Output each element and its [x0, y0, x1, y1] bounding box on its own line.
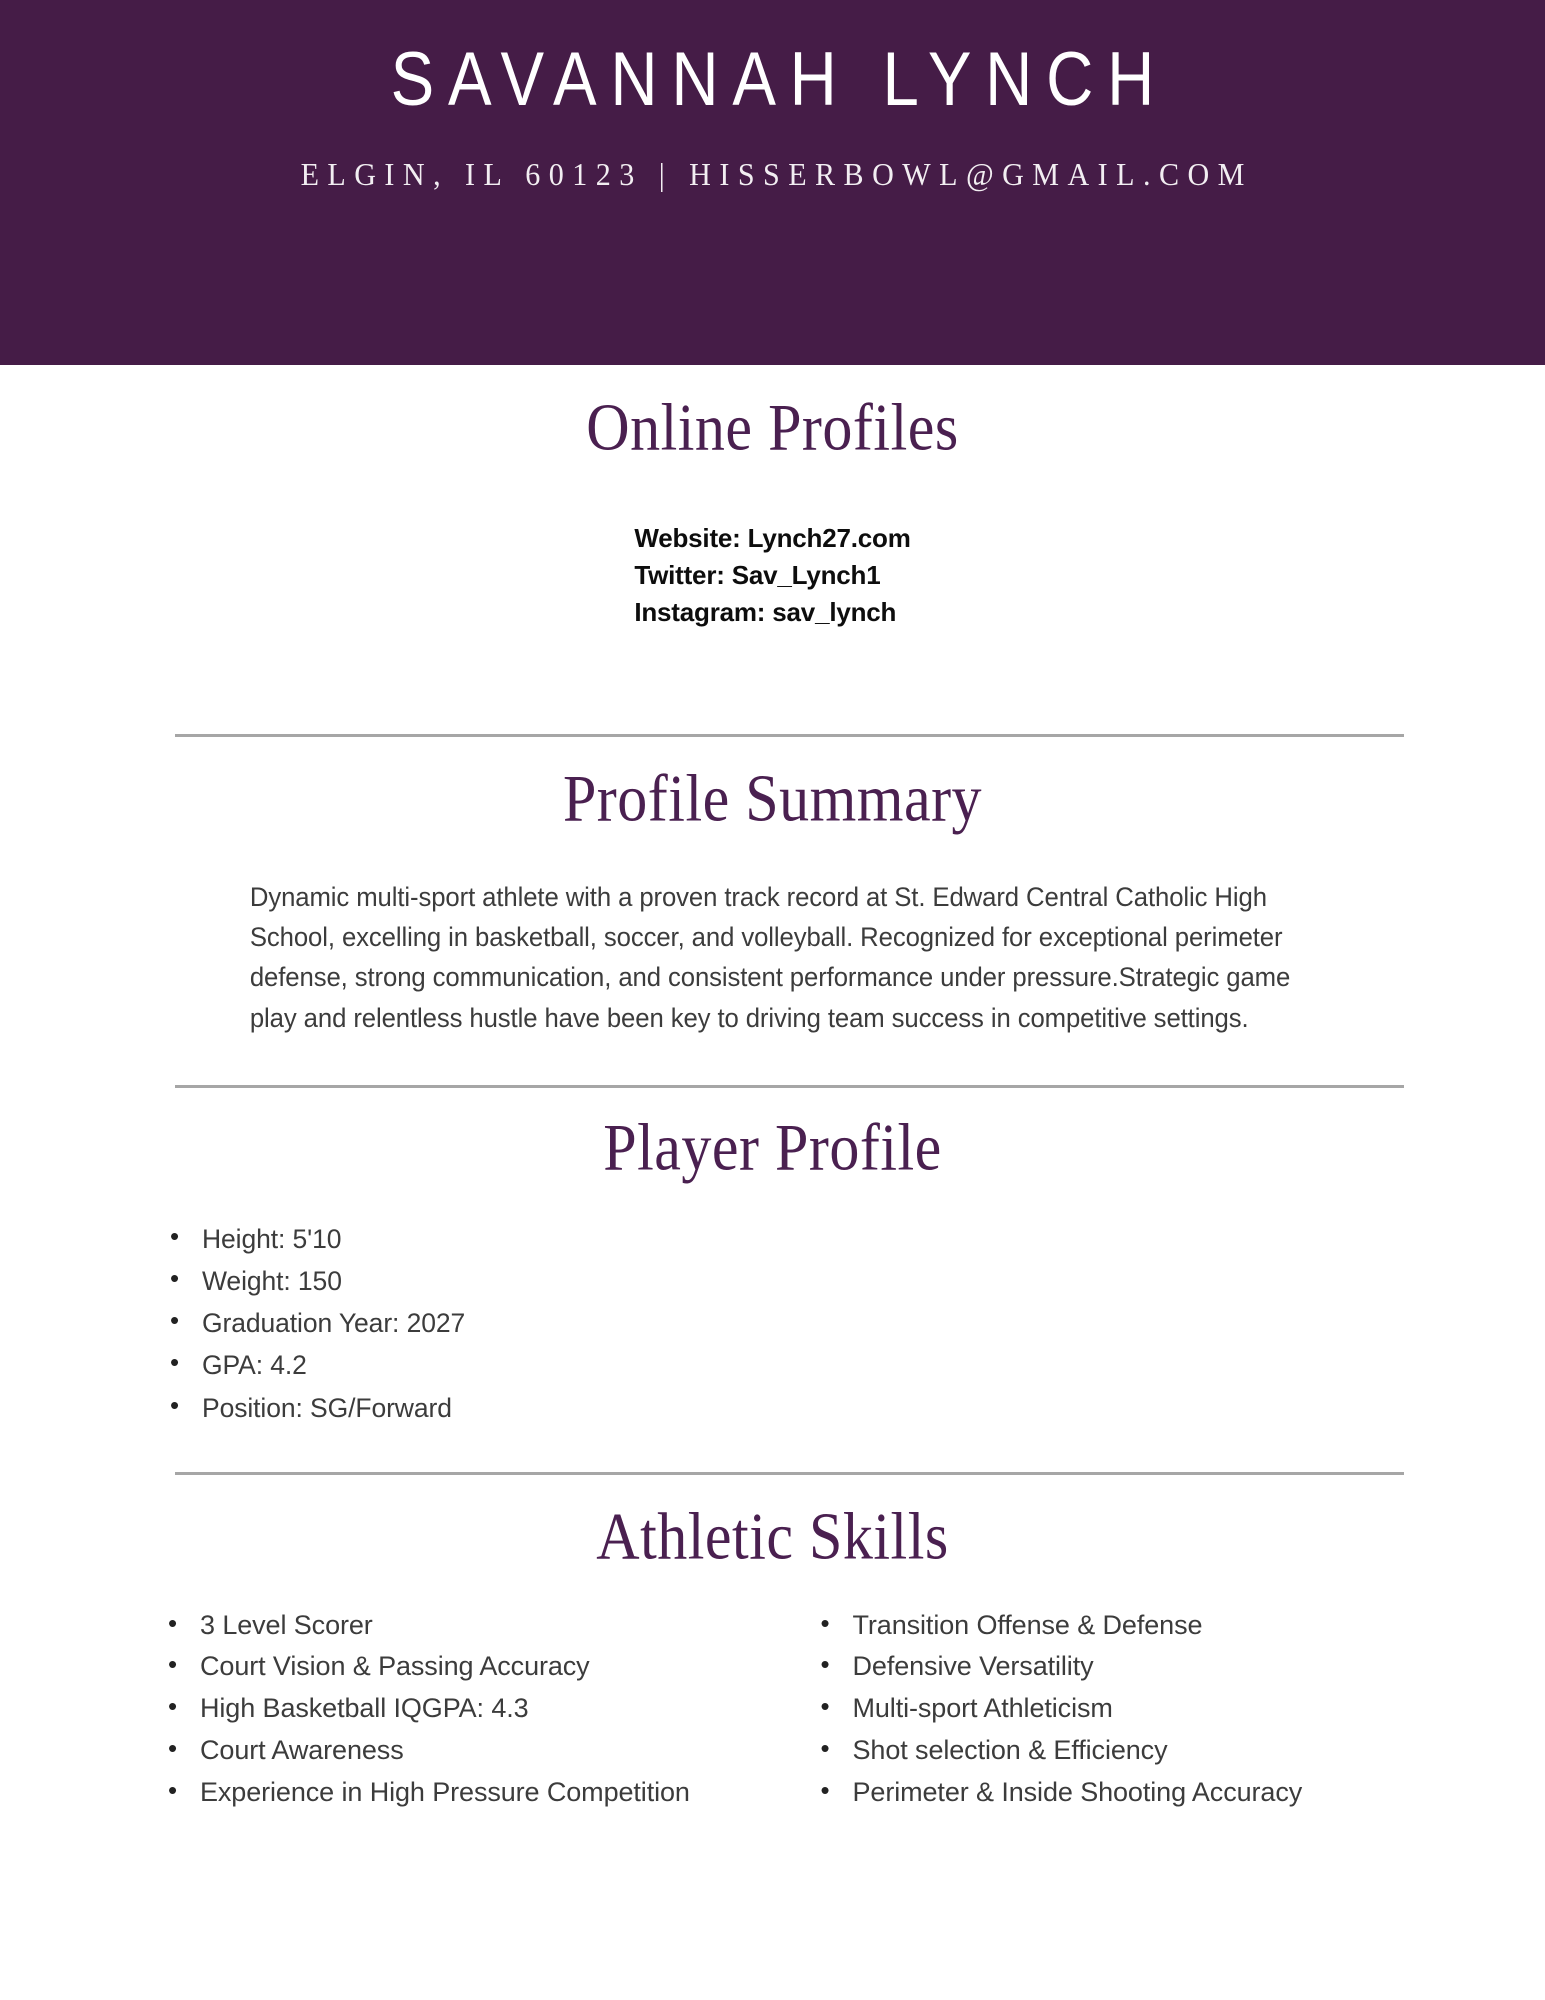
page-title: SAVANNAH LYNCH	[390, 37, 1169, 122]
athletic-skills-left-column	[0, 1611, 773, 1819]
list-item: Instagram: sav_lynch	[634, 596, 897, 627]
list-item: • Graduation Year: 2027	[0, 1308, 1545, 1350]
list-item: Website: Lynch27.com	[634, 523, 911, 553]
list-item: • Court Awareness	[0, 1736, 773, 1778]
section-athletic-skills	[0, 1475, 1545, 1819]
section-heading-athletic-skills: Athletic Skills	[596, 1498, 949, 1573]
section-online-profiles	[0, 365, 1545, 631]
online-profiles-list	[0, 520, 1545, 631]
list-item: • Weight: 150	[0, 1266, 1545, 1308]
list-item: • 3 Level Scorer	[0, 1611, 773, 1653]
list-item: • Perimeter & Inside Shooting Accuracy	[773, 1778, 1545, 1820]
list-item: • GPA: 4.2	[0, 1350, 1545, 1392]
list-item: • Multi-sport Athleticism	[773, 1694, 1545, 1736]
resume-body	[0, 365, 1545, 1819]
section-player-profile	[0, 1088, 1545, 1435]
list-item: • Defensive Versatility	[773, 1652, 1545, 1694]
player-profile-list	[0, 1224, 1545, 1435]
list-item: • High Basketball IQGPA: 4.3	[0, 1694, 773, 1736]
profile-summary-text: Dynamic multi-sport athlete with a proven track record at St. Edward Central Catholic High School, excelling in basketball, soccer, and volleyball. Recognized for exceptional perimeter defense, strong communication, and consistent performance under pressure.Strategic game play and relentless hustle have been key to driving team success in competitive settings.	[249, 881, 1290, 1033]
section-heading-online-profiles: Online Profiles	[586, 389, 959, 464]
section-heading-profile-summary: Profile Summary	[562, 760, 983, 835]
list-item: • Height: 5'10	[0, 1224, 1545, 1266]
list-item: Twitter: Sav_Lynch1	[634, 559, 881, 590]
resume-header-banner	[0, 0, 1545, 365]
list-item: • Experience in High Pressure Competition	[0, 1778, 773, 1820]
contact-info-line: ELGIN, IL 60123 | HISSERBOWL@GMAIL.COM	[300, 156, 1253, 192]
section-heading-player-profile: Player Profile	[603, 1109, 942, 1184]
athletic-skills-columns	[0, 1611, 1545, 1819]
section-profile-summary	[0, 737, 1545, 1038]
athletic-skills-right-column	[773, 1611, 1545, 1819]
list-item: • Position: SG/Forward	[0, 1393, 1545, 1435]
list-item: • Shot selection & Efficiency	[773, 1736, 1545, 1778]
list-item: • Court Vision & Passing Accuracy	[0, 1652, 773, 1694]
list-item: • Transition Offense & Defense	[773, 1611, 1545, 1653]
